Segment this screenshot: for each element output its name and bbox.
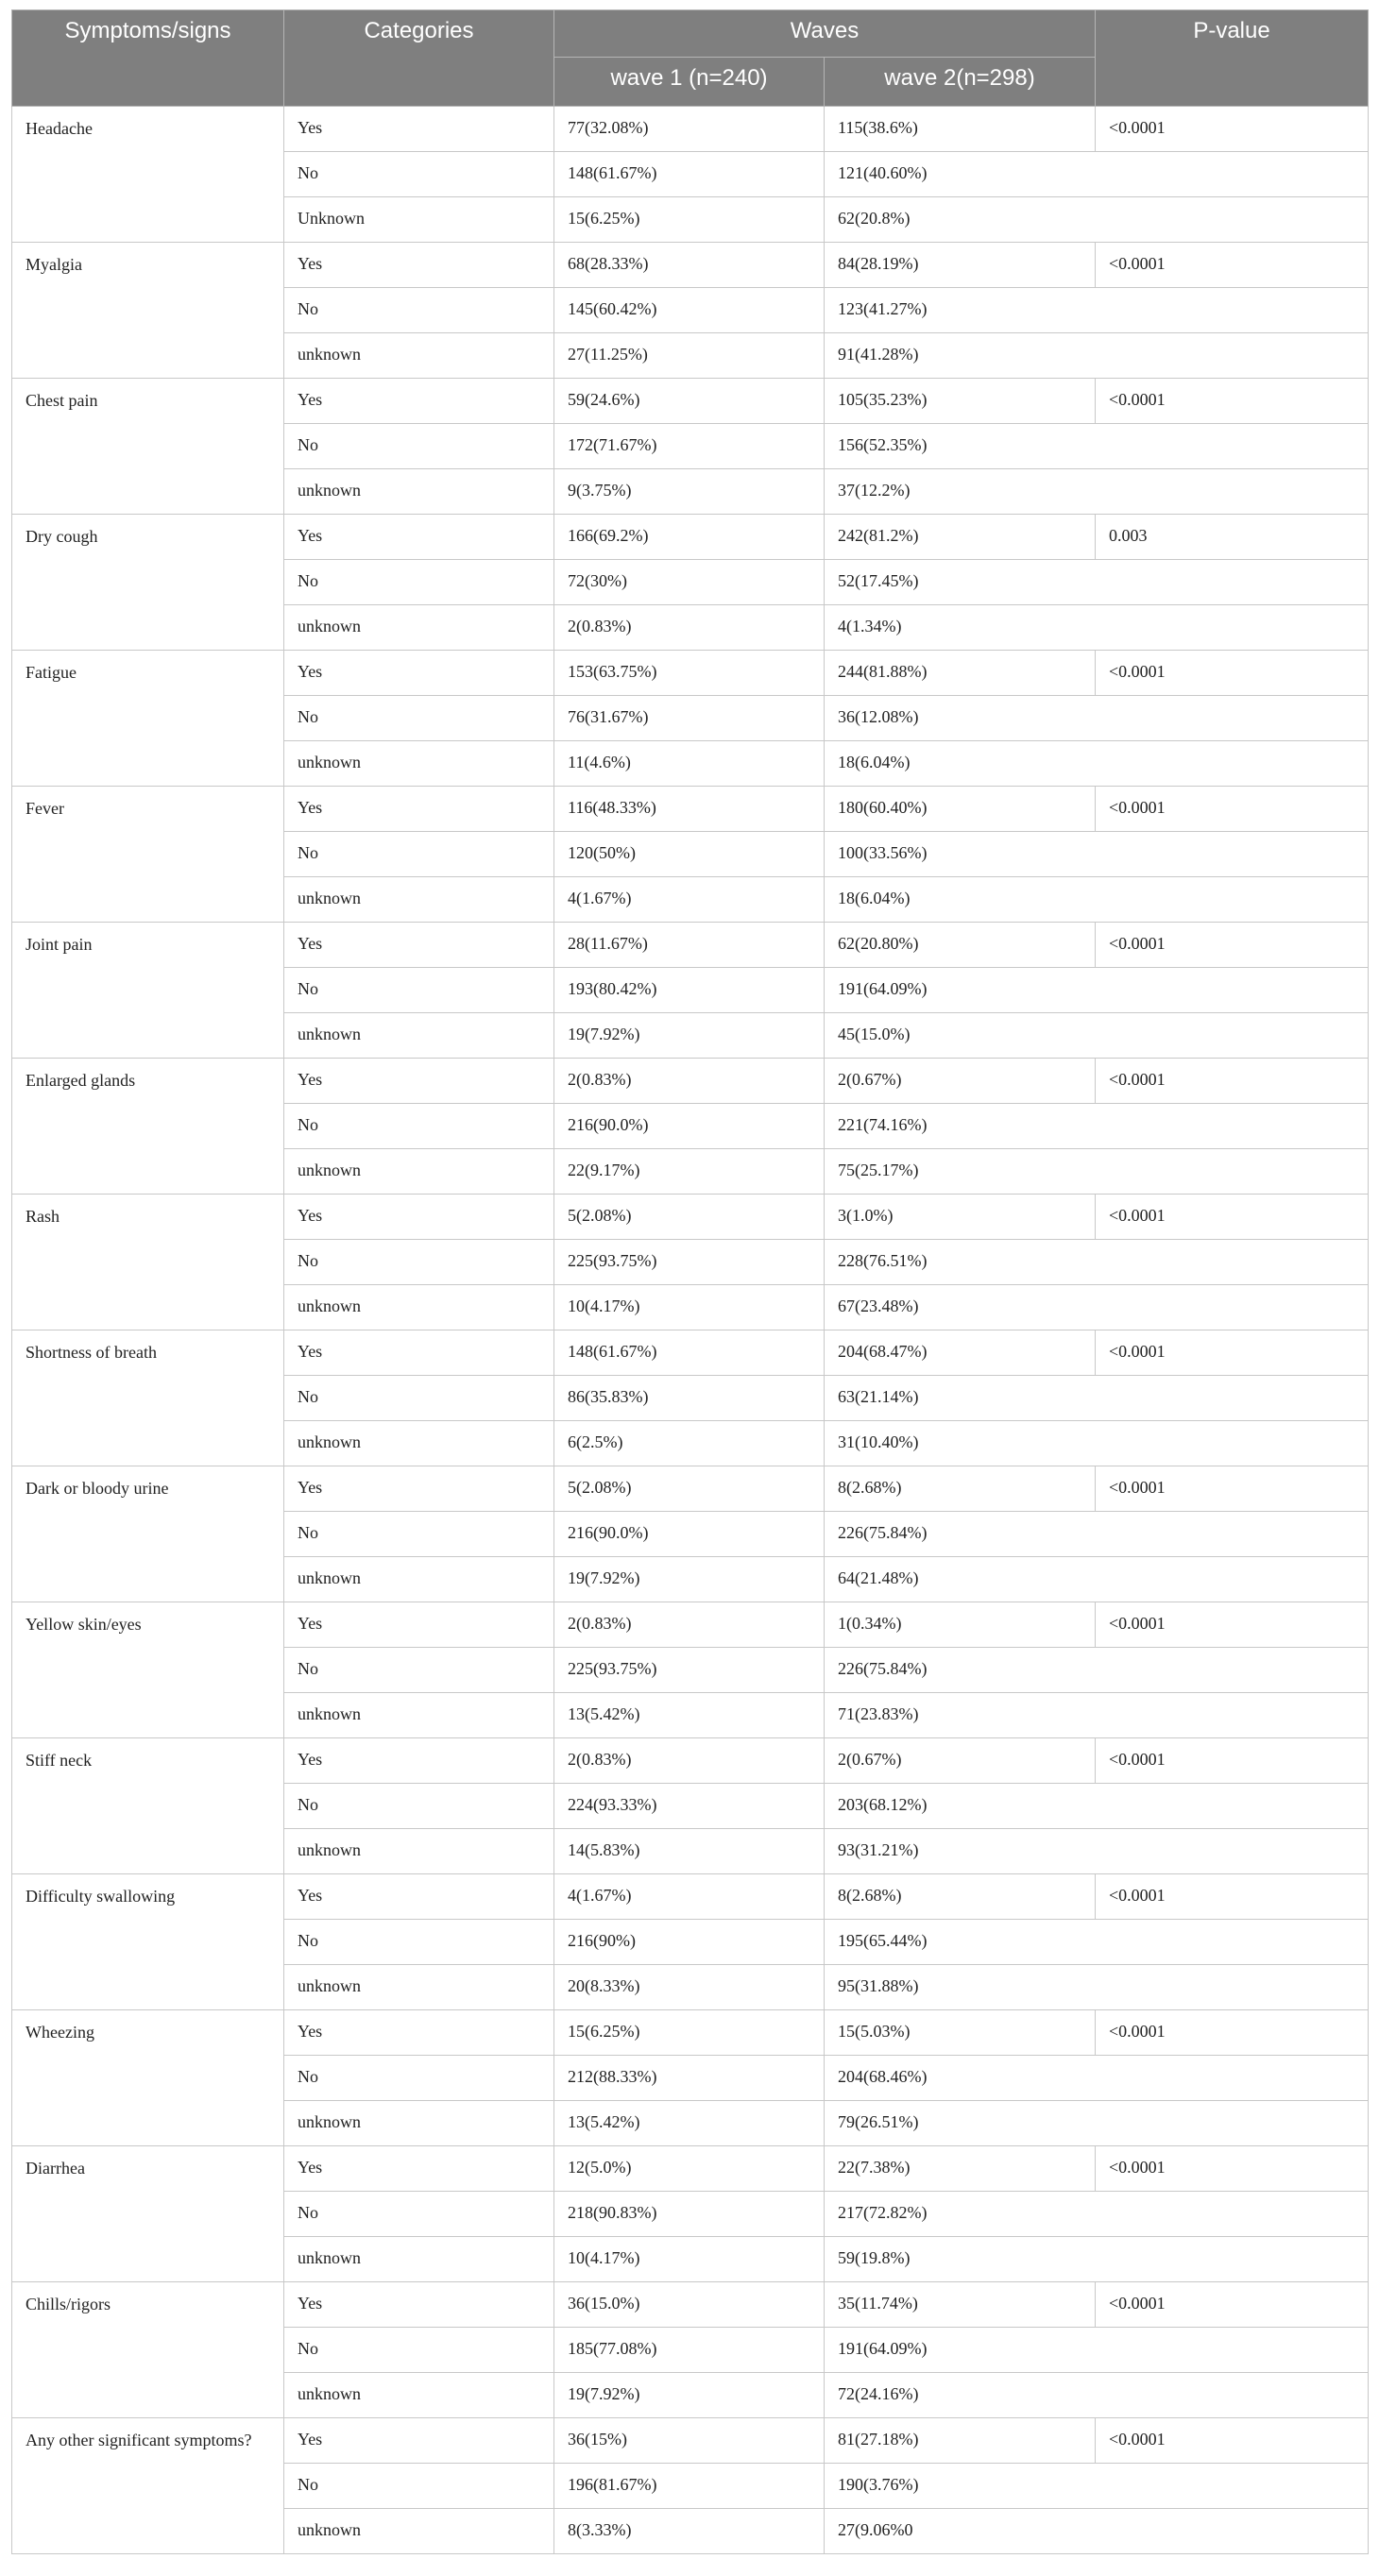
wave-1-cell: 145(60.42%) — [554, 288, 825, 333]
p-value-cell: <0.0001 — [1096, 1059, 1369, 1104]
category-cell: Yes — [284, 379, 554, 424]
category-cell: unknown — [284, 877, 554, 923]
wave-2-cell: 64(21.48%) — [825, 1557, 1369, 1602]
wave-2-cell: 2(0.67%) — [825, 1738, 1096, 1784]
category-cell: unknown — [284, 2237, 554, 2282]
wave-1-cell: 2(0.83%) — [554, 1059, 825, 1104]
wave-2-cell: 79(26.51%) — [825, 2101, 1369, 2146]
wave-2-cell: 4(1.34%) — [825, 605, 1369, 651]
category-cell: Yes — [284, 2418, 554, 2464]
wave-2-cell: 180(60.40%) — [825, 787, 1096, 832]
table-row — [12, 2418, 1369, 2464]
wave-1-cell: 216(90.0%) — [554, 1104, 825, 1149]
category-cell: Yes — [284, 515, 554, 560]
table-row — [12, 2146, 1369, 2192]
wave-1-cell: 193(80.42%) — [554, 968, 825, 1013]
category-cell: No — [284, 696, 554, 741]
symptom-cell: Fatigue — [12, 651, 284, 787]
table-row — [12, 1874, 1369, 1920]
category-cell: No — [284, 560, 554, 605]
category-cell: No — [284, 1648, 554, 1693]
p-value-cell: <0.0001 — [1096, 787, 1369, 832]
wave-2-cell: 95(31.88%) — [825, 1965, 1369, 2010]
symptom-cell: Wheezing — [12, 2010, 284, 2146]
wave-2-cell: 100(33.56%) — [825, 832, 1369, 877]
table-row — [12, 2282, 1369, 2328]
p-value-cell: 0.003 — [1096, 515, 1369, 560]
symptom-cell: Joint pain — [12, 923, 284, 1059]
wave-2-cell: 204(68.46%) — [825, 2056, 1369, 2101]
wave-1-cell: 59(24.6%) — [554, 379, 825, 424]
p-value-cell: <0.0001 — [1096, 2010, 1369, 2056]
table-row — [12, 1330, 1369, 1376]
wave-2-cell: 63(21.14%) — [825, 1376, 1369, 1421]
wave-2-cell: 67(23.48%) — [825, 1285, 1369, 1330]
symptom-cell: Diarrhea — [12, 2146, 284, 2282]
wave-1-cell: 72(30%) — [554, 560, 825, 605]
wave-2-cell: 35(11.74%) — [825, 2282, 1096, 2328]
header-p-value: P-value — [1096, 10, 1369, 107]
wave-1-cell: 116(48.33%) — [554, 787, 825, 832]
wave-1-cell: 225(93.75%) — [554, 1648, 825, 1693]
wave-1-cell: 27(11.25%) — [554, 333, 825, 379]
category-cell: unknown — [284, 605, 554, 651]
category-cell: No — [284, 2192, 554, 2237]
symptom-cell: Headache — [12, 107, 284, 243]
wave-1-cell: 172(71.67%) — [554, 424, 825, 469]
wave-1-cell: 76(31.67%) — [554, 696, 825, 741]
wave-1-cell: 216(90.0%) — [554, 1512, 825, 1557]
wave-2-cell: 71(23.83%) — [825, 1693, 1369, 1738]
wave-1-cell: 19(7.92%) — [554, 2373, 825, 2418]
category-cell: unknown — [284, 741, 554, 787]
symptom-cell: Stiff neck — [12, 1738, 284, 1874]
symptom-cell: Rash — [12, 1195, 284, 1330]
p-value-cell: <0.0001 — [1096, 1738, 1369, 1784]
symptom-cell: Difficulty swallowing — [12, 1874, 284, 2010]
wave-2-cell: 217(72.82%) — [825, 2192, 1369, 2237]
wave-2-cell: 81(27.18%) — [825, 2418, 1096, 2464]
header-symptoms-signs: Symptoms/signs — [12, 10, 284, 107]
p-value-cell: <0.0001 — [1096, 2282, 1369, 2328]
p-value-cell: <0.0001 — [1096, 1602, 1369, 1648]
p-value-cell: <0.0001 — [1096, 1466, 1369, 1512]
wave-2-cell: 8(2.68%) — [825, 1466, 1096, 1512]
wave-2-cell: 22(7.38%) — [825, 2146, 1096, 2192]
wave-1-cell: 15(6.25%) — [554, 2010, 825, 2056]
category-cell: Yes — [284, 2146, 554, 2192]
header-row-1 — [12, 10, 1369, 58]
wave-2-cell: 15(5.03%) — [825, 2010, 1096, 2056]
wave-1-cell: 86(35.83%) — [554, 1376, 825, 1421]
wave-1-cell: 36(15%) — [554, 2418, 825, 2464]
wave-1-cell: 14(5.83%) — [554, 1829, 825, 1874]
category-cell: Yes — [284, 1059, 554, 1104]
p-value-cell: <0.0001 — [1096, 651, 1369, 696]
table-row — [12, 107, 1369, 152]
wave-2-cell: 91(41.28%) — [825, 333, 1369, 379]
category-cell: No — [284, 1104, 554, 1149]
table-row — [12, 1466, 1369, 1512]
wave-1-cell: 22(9.17%) — [554, 1149, 825, 1195]
table-row — [12, 243, 1369, 288]
symptom-cell: Enlarged glands — [12, 1059, 284, 1195]
category-cell: unknown — [284, 1013, 554, 1059]
symptom-cell: Any other significant symptoms? — [12, 2418, 284, 2554]
wave-2-cell: 18(6.04%) — [825, 877, 1369, 923]
wave-1-cell: 20(8.33%) — [554, 1965, 825, 2010]
wave-2-cell: 190(3.76%) — [825, 2464, 1369, 2509]
table-row — [12, 515, 1369, 560]
wave-1-cell: 166(69.2%) — [554, 515, 825, 560]
p-value-cell: <0.0001 — [1096, 2418, 1369, 2464]
table-row — [12, 923, 1369, 968]
table-row — [12, 1195, 1369, 1240]
symptom-cell: Dark or bloody urine — [12, 1466, 284, 1602]
wave-1-cell: 216(90%) — [554, 1920, 825, 1965]
wave-1-cell: 4(1.67%) — [554, 877, 825, 923]
category-cell: Yes — [284, 923, 554, 968]
wave-1-cell: 185(77.08%) — [554, 2328, 825, 2373]
category-cell: unknown — [284, 1965, 554, 2010]
wave-1-cell: 11(4.6%) — [554, 741, 825, 787]
category-cell: unknown — [284, 1557, 554, 1602]
wave-1-cell: 19(7.92%) — [554, 1557, 825, 1602]
symptoms-by-wave-table — [11, 9, 1369, 2554]
wave-2-cell: 52(17.45%) — [825, 560, 1369, 605]
wave-1-cell: 2(0.83%) — [554, 605, 825, 651]
category-cell: Yes — [284, 1874, 554, 1920]
wave-1-cell: 212(88.33%) — [554, 2056, 825, 2101]
wave-2-cell: 1(0.34%) — [825, 1602, 1096, 1648]
wave-2-cell: 45(15.0%) — [825, 1013, 1369, 1059]
wave-2-cell: 2(0.67%) — [825, 1059, 1096, 1104]
wave-2-cell: 18(6.04%) — [825, 741, 1369, 787]
wave-2-cell: 59(19.8%) — [825, 2237, 1369, 2282]
category-cell: Yes — [284, 1195, 554, 1240]
table-row — [12, 379, 1369, 424]
wave-1-cell: 5(2.08%) — [554, 1466, 825, 1512]
wave-1-cell: 2(0.83%) — [554, 1602, 825, 1648]
category-cell: unknown — [284, 1149, 554, 1195]
table-row — [12, 1602, 1369, 1648]
wave-2-cell: 36(12.08%) — [825, 696, 1369, 741]
wave-1-cell: 224(93.33%) — [554, 1784, 825, 1829]
header-categories: Categories — [284, 10, 554, 107]
p-value-cell: <0.0001 — [1096, 1330, 1369, 1376]
wave-2-cell: 228(76.51%) — [825, 1240, 1369, 1285]
p-value-cell: <0.0001 — [1096, 923, 1369, 968]
category-cell: No — [284, 1376, 554, 1421]
category-cell: Yes — [284, 1602, 554, 1648]
wave-1-cell: 36(15.0%) — [554, 2282, 825, 2328]
wave-1-cell: 5(2.08%) — [554, 1195, 825, 1240]
wave-2-cell: 115(38.6%) — [825, 107, 1096, 152]
p-value-cell: <0.0001 — [1096, 1874, 1369, 1920]
wave-1-cell: 10(4.17%) — [554, 1285, 825, 1330]
header-waves: Waves — [554, 10, 1096, 58]
header-wave-1: wave 1 (n=240) — [554, 58, 825, 107]
wave-2-cell: 37(12.2%) — [825, 469, 1369, 515]
wave-2-cell: 75(25.17%) — [825, 1149, 1369, 1195]
category-cell: No — [284, 2328, 554, 2373]
wave-1-cell: 148(61.67%) — [554, 152, 825, 197]
category-cell: Yes — [284, 243, 554, 288]
category-cell: No — [284, 832, 554, 877]
category-cell: No — [284, 152, 554, 197]
category-cell: unknown — [284, 1285, 554, 1330]
wave-2-cell: 226(75.84%) — [825, 1648, 1369, 1693]
wave-2-cell: 195(65.44%) — [825, 1920, 1369, 1965]
wave-1-cell: 2(0.83%) — [554, 1738, 825, 1784]
category-cell: No — [284, 2056, 554, 2101]
table-row — [12, 1059, 1369, 1104]
category-cell: Unknown — [284, 197, 554, 243]
category-cell: No — [284, 1784, 554, 1829]
wave-2-cell: 191(64.09%) — [825, 2328, 1369, 2373]
wave-1-cell: 77(32.08%) — [554, 107, 825, 152]
wave-2-cell: 203(68.12%) — [825, 1784, 1369, 1829]
category-cell: Yes — [284, 1466, 554, 1512]
table-row — [12, 1738, 1369, 1784]
category-cell: unknown — [284, 1829, 554, 1874]
wave-2-cell: 123(41.27%) — [825, 288, 1369, 333]
category-cell: unknown — [284, 469, 554, 515]
p-value-cell: <0.0001 — [1096, 107, 1369, 152]
wave-2-cell: 244(81.88%) — [825, 651, 1096, 696]
category-cell: No — [284, 968, 554, 1013]
wave-2-cell: 226(75.84%) — [825, 1512, 1369, 1557]
category-cell: unknown — [284, 2373, 554, 2418]
table-row — [12, 2010, 1369, 2056]
wave-1-cell: 15(6.25%) — [554, 197, 825, 243]
category-cell: No — [284, 1920, 554, 1965]
symptom-cell: Fever — [12, 787, 284, 923]
header-wave-2: wave 2(n=298) — [825, 58, 1096, 107]
symptom-cell: Chills/rigors — [12, 2282, 284, 2418]
category-cell: Yes — [284, 2282, 554, 2328]
wave-1-cell: 218(90.83%) — [554, 2192, 825, 2237]
symptom-cell: Chest pain — [12, 379, 284, 515]
wave-2-cell: 8(2.68%) — [825, 1874, 1096, 1920]
p-value-cell: <0.0001 — [1096, 243, 1369, 288]
wave-2-cell: 62(20.8%) — [825, 197, 1369, 243]
wave-1-cell: 10(4.17%) — [554, 2237, 825, 2282]
wave-1-cell: 120(50%) — [554, 832, 825, 877]
category-cell: Yes — [284, 787, 554, 832]
wave-1-cell: 225(93.75%) — [554, 1240, 825, 1285]
wave-2-cell: 31(10.40%) — [825, 1421, 1369, 1466]
wave-2-cell: 62(20.80%) — [825, 923, 1096, 968]
wave-2-cell: 84(28.19%) — [825, 243, 1096, 288]
wave-2-cell: 27(9.06%0 — [825, 2509, 1369, 2554]
wave-1-cell: 13(5.42%) — [554, 1693, 825, 1738]
wave-1-cell: 9(3.75%) — [554, 469, 825, 515]
wave-2-cell: 121(40.60%) — [825, 152, 1369, 197]
wave-1-cell: 6(2.5%) — [554, 1421, 825, 1466]
category-cell: No — [284, 1512, 554, 1557]
wave-2-cell: 204(68.47%) — [825, 1330, 1096, 1376]
category-cell: Yes — [284, 2010, 554, 2056]
category-cell: No — [284, 1240, 554, 1285]
category-cell: Yes — [284, 1738, 554, 1784]
category-cell: unknown — [284, 333, 554, 379]
category-cell: unknown — [284, 2101, 554, 2146]
wave-1-cell: 68(28.33%) — [554, 243, 825, 288]
wave-2-cell: 105(35.23%) — [825, 379, 1096, 424]
wave-1-cell: 8(3.33%) — [554, 2509, 825, 2554]
p-value-cell: <0.0001 — [1096, 2146, 1369, 2192]
wave-1-cell: 28(11.67%) — [554, 923, 825, 968]
symptom-cell: Dry cough — [12, 515, 284, 651]
wave-2-cell: 72(24.16%) — [825, 2373, 1369, 2418]
category-cell: Yes — [284, 1330, 554, 1376]
category-cell: No — [284, 2464, 554, 2509]
p-value-cell: <0.0001 — [1096, 1195, 1369, 1240]
table-row — [12, 787, 1369, 832]
table-row — [12, 651, 1369, 696]
table-header — [12, 10, 1369, 107]
table-body — [12, 107, 1369, 2554]
wave-1-cell: 4(1.67%) — [554, 1874, 825, 1920]
wave-1-cell: 12(5.0%) — [554, 2146, 825, 2192]
symptom-cell: Yellow skin/eyes — [12, 1602, 284, 1738]
wave-2-cell: 242(81.2%) — [825, 515, 1096, 560]
wave-1-cell: 148(61.67%) — [554, 1330, 825, 1376]
wave-1-cell: 19(7.92%) — [554, 1013, 825, 1059]
wave-1-cell: 196(81.67%) — [554, 2464, 825, 2509]
category-cell: Yes — [284, 651, 554, 696]
category-cell: No — [284, 288, 554, 333]
wave-2-cell: 93(31.21%) — [825, 1829, 1369, 1874]
wave-1-cell: 13(5.42%) — [554, 2101, 825, 2146]
symptom-cell: Shortness of breath — [12, 1330, 284, 1466]
wave-2-cell: 156(52.35%) — [825, 424, 1369, 469]
category-cell: No — [284, 424, 554, 469]
wave-1-cell: 153(63.75%) — [554, 651, 825, 696]
category-cell: unknown — [284, 1421, 554, 1466]
wave-2-cell: 191(64.09%) — [825, 968, 1369, 1013]
wave-2-cell: 3(1.0%) — [825, 1195, 1096, 1240]
p-value-cell: <0.0001 — [1096, 379, 1369, 424]
symptom-cell: Myalgia — [12, 243, 284, 379]
category-cell: unknown — [284, 2509, 554, 2554]
wave-2-cell: 221(74.16%) — [825, 1104, 1369, 1149]
category-cell: Yes — [284, 107, 554, 152]
category-cell: unknown — [284, 1693, 554, 1738]
